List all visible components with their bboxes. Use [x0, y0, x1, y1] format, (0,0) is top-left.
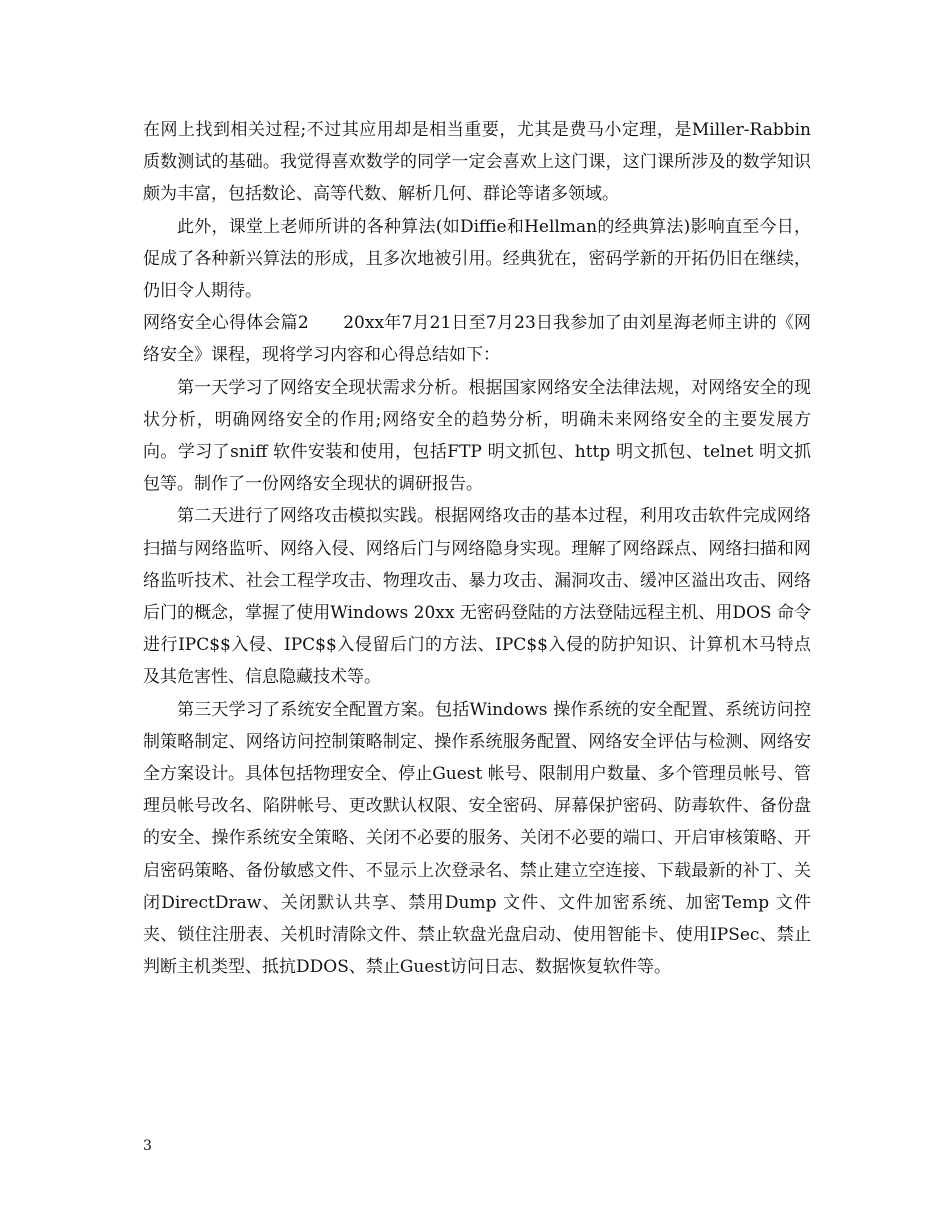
document-body [143, 114, 811, 983]
paragraph-continuation: 在网上找到相关过程;不过其应用却是相当重要，尤其是费马小定理，是Miller-Rabbin质数测试的基础。我觉得喜欢数学的同学一定会喜欢上这门课，这门课所涉及的数学知识颇为丰富，包括数论、高等代数、解析几何、群论等诸多领域。 [143, 120, 811, 205]
paragraph-day-two: 第二天进行了网络攻击模拟实践。根据网络攻击的基本过程，利用攻击软件完成网络扫描与网络监听、网络入侵、网络后门与网络隐身实现。理解了网络踩点、网络扫描和网络监听技术、社会工程学攻击、物理攻击、暴力攻击、漏洞攻击、缓冲区溢出攻击、网络后门的概念，掌握了使用Windows 20xx 无密码登陆的方法登陆远程主机、用DOS 命令进行IPC$$入侵、IPC$$入侵留后门的方法、IPC$$入侵的防护知识、计算机木马特点及其危害性、信息隐藏技术等。 [143, 506, 811, 688]
paragraph-day-one: 第一天学习了网络安全现状需求分析。根据国家网络安全法律法规，对网络安全的现状分析，明确网络安全的作用;网络安全的趋势分析，明确未来网络安全的主要发展方向。学习了sniff 软件安装和使用，包括FTP 明文抓包、http 明文抓包、telnet 明文抓包等。制作了一份网络安全现状的调研报告。 [143, 377, 811, 495]
paragraph-algorithms: 此外，课堂上老师所讲的各种算法(如Diffie和Hellman的经典算法)影响直至今日，促成了各种新兴算法的形成，且多次地被引用。经典犹在，密码学新的开拓仍旧在继续，仍旧令人期待。 [143, 216, 811, 302]
page-number: 3 [143, 1138, 152, 1154]
paragraph-article-2-intro: 网络安全心得体会篇2 20xx年7月21日至7月23日我参加了由刘星海老师主讲的《网络安全》课程，现将学习内容和心得总结如下： [143, 313, 811, 366]
paragraph-day-three: 第三天学习了系统安全配置方案。包括Windows 操作系统的安全配置、系统访问控制策略制定、网络访问控制策略制定、操作系统服务配置、网络安全评估与检测、网络安全方案设计。具体包括物理安全、停止Guest 帐号、限制用户数量、多个管理员帐号、管理员帐号改名、陷阱帐号、更改默认权限、安全密码、屏幕保护密码、防毒软件、备份盘的安全、操作系统安全策略、关闭不必要的服务、关闭不必要的端口、开启审核策略、开启密码策略、备份敏感文件、不显示上次登录名、禁止建立空连接、下载最新的补丁、关闭DirectDraw、关闭默认共享、禁用Dump 文件、文件加密系统、加密Temp 文件夹、锁住注册表、关机时清除文件、禁止软盘光盘启动、使用智能卡、使用IPSec、禁止判断主机类型、抵抗DDOS、禁止Guest访问日志、数据恢复软件等。 [143, 699, 811, 978]
